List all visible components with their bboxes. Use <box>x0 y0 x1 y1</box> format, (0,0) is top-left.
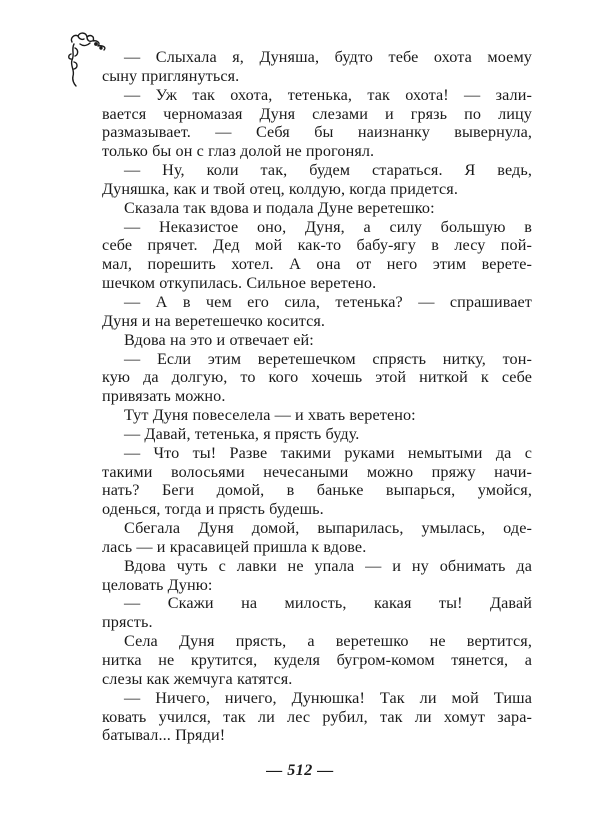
text-line: шечком откупилась. Сильное веретено. <box>102 274 377 293</box>
page-number: — 512 — <box>266 762 334 779</box>
text-line: вается черномазая Дуня слезами и грязь по лицу <box>102 104 532 123</box>
text-line: — Скажи на милость, какая ты! Давай <box>124 594 532 613</box>
text-line: Сбегала Дуня домой, выпарилась, умылась, оде- <box>124 519 532 538</box>
text-line: размазывает. — Себя бы наизнанку вывернула, <box>102 123 532 142</box>
text-line: такими волосьями нечесаными можно пряжу начи- <box>102 462 532 481</box>
text-line: прясть. <box>102 613 153 632</box>
text-line: Сказала так вдова и подала Дуне веретешко: <box>124 198 435 217</box>
text-line: мал, порешить хотел. А она от него этим верете- <box>102 255 532 274</box>
text-line: — Уж так охота, тетенька, так охота! — зали- <box>124 85 532 104</box>
text-line: — Ничего, ничего, Дунюшка! Так ли мой Тиша <box>124 688 532 707</box>
text-line: привязать можно. <box>102 387 226 406</box>
text-line: нитка не крутится, куделя бугром-комом тянется, а <box>102 651 532 669</box>
text-line: — Слыхала я, Дуняша, будто тебе охота моему <box>124 48 532 66</box>
text-line: Вдова на это и отвечает ей: <box>124 330 314 349</box>
text-line: — Давай, тетенька, я прясть буду. <box>124 424 360 443</box>
text-line: — А в чем его сила, тетенька? — спрашивает <box>124 292 532 311</box>
text-line: нать? Беги домой, в баньке выпарься, умойся, <box>102 481 532 500</box>
text-line: — Ну, коли так, будем стараться. Я ведь, <box>124 161 532 180</box>
text-line: ковать учился, так ли лес рубил, так ли хомут зара- <box>102 707 532 726</box>
text-line: Села Дуня прясть, а веретешко не вертится, <box>124 632 532 651</box>
text-line: Дуняшка, как и твой отец, колдую, когда придется. <box>102 179 458 198</box>
text-line: себе прячет. Дед мой как-то бабу-ягу в лесу пой- <box>102 236 532 255</box>
text-line: Вдова чуть с лавки не упала — и ну обнимать да <box>124 556 532 575</box>
story-text <box>102 48 532 745</box>
text-line: — Если этим веретешечком спрясть нитку, тон- <box>124 349 532 368</box>
text-line: целовать Дуню: <box>102 575 213 594</box>
text-line: сыну приглянуться. <box>102 66 240 85</box>
text-line: кую да долгую, то кого хочешь этой ниткой к себе <box>102 368 532 387</box>
text-line: — Что ты! Разве такими руками немытыми да с <box>124 443 532 462</box>
text-line: — Неказистое оно, Дуня, а силу большую в <box>124 217 532 236</box>
text-line: Тут Дуня повеселела — и хвать веретено: <box>124 406 416 425</box>
text-line: слезы как жемчуга катятся. <box>102 669 293 688</box>
text-line: батывал... Пряди! <box>102 726 226 745</box>
text-line: Дуня и на веретешечко косится. <box>102 311 326 330</box>
text-line: оденься, тогда и прясть будешь. <box>102 500 324 519</box>
text-line: только бы он с глаз долой не прогонял. <box>102 142 375 161</box>
text-line: лась — и красавицей пришла к вдове. <box>102 537 367 556</box>
